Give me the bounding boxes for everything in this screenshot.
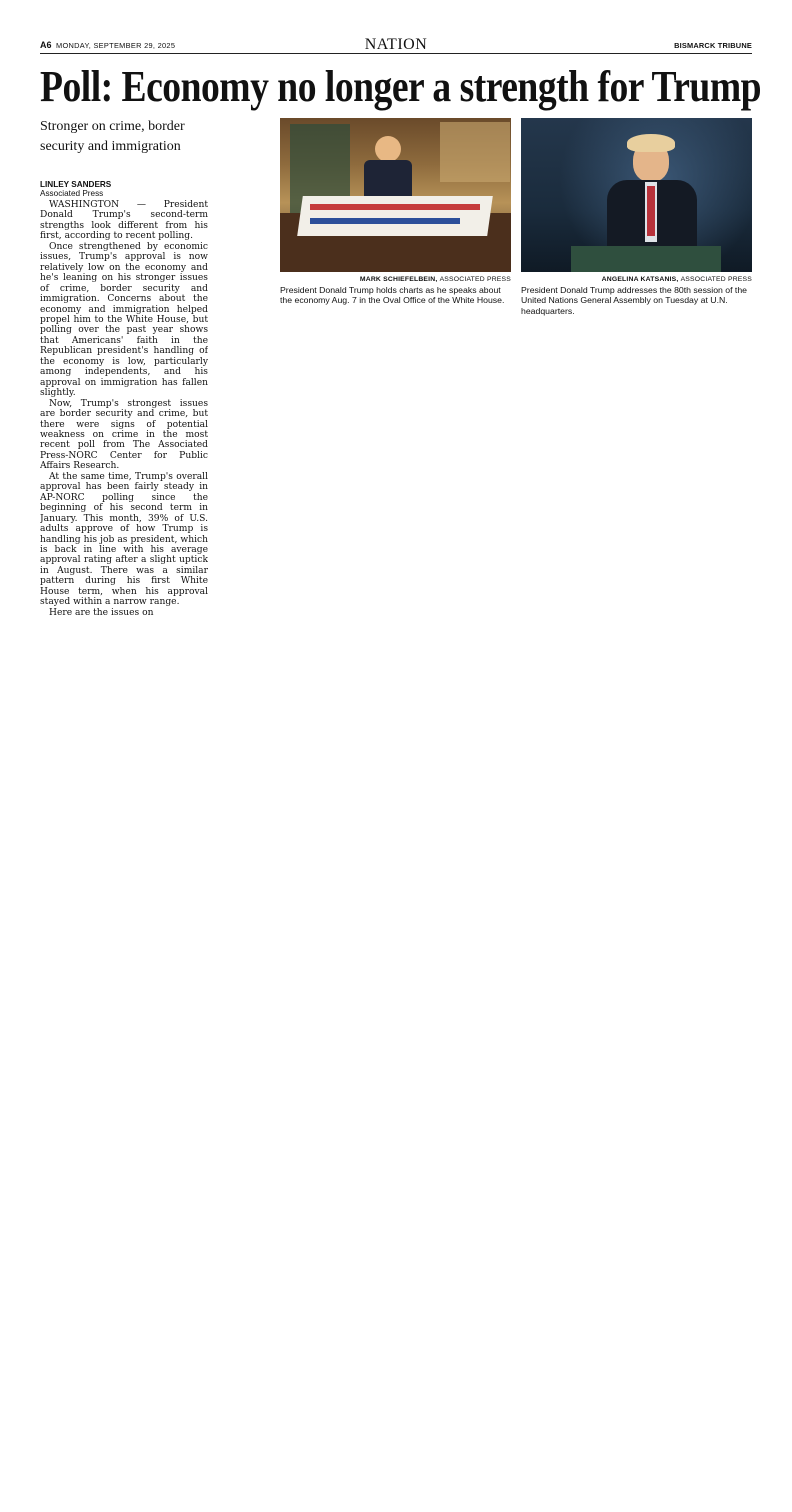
photo2-credit: ANGELINA KATSANIS, ASSOCIATED PRESS (601, 276, 752, 283)
folio-date: MONDAY, SEPTEMBER 29, 2025 (56, 41, 176, 50)
section-title: NATION (364, 36, 428, 53)
photo1-caption: President Donald Trump holds charts as he speaks about the economy Aug. 7 in the Oval Office of the White House. (280, 285, 505, 306)
photo-un-assembly (521, 118, 752, 272)
story1-byline: LINLEY SANDERS Associated Press (40, 180, 112, 199)
story1-column-1: WASHINGTON — President Donald Trump's second-term strengths look different from his first, according to recent polling. Once strengthened by economic issues, Trump's approval is now relatively low on the economy and he's leaning on his stronger issues of crime, border security and immigration. Concerns about the economy and immigration helped propel him to the White House, but polling over the past year shows that Americans' faith in the Republican president's handling of the economy is low, particularly among independents, and his approval on immigration has fallen slightly. Now, Trump's strongest issues are border security and crime, but there were signs of potential weakness on crime in the most recent poll from The Associated Press-NORC Center for Public Affairs Research. At the same time, Trump's overall approval has been fairly steady in AP-NORC polling since the beginning of his second term in January. This month, 39% of U.S. adults approve of how Trump is handling his job as president, which is back in line with his average approval rating after a slight uptick in August. There was a similar pattern during his first White House term, when his approval stayed within a narrow range. Here are the issues on (40, 200, 208, 618)
story1-headline: Poll: Economy no longer a strength for Trump (40, 61, 762, 111)
story1-column-2 (216, 118, 275, 732)
photo-oval-office (280, 118, 511, 272)
folio-page: A6 (40, 40, 52, 50)
folio-paper: BISMARCK TRIBUNE (674, 41, 752, 50)
header-rule (40, 53, 752, 54)
story1-dek: Stronger on crime, border security and immigration (40, 119, 185, 154)
photo1-credit: MARK SCHIEFELBEIN, ASSOCIATED PRESS (359, 276, 511, 283)
photo2-caption: President Donald Trump addresses the 80th session of the United Nations General Assembly on Tuesday at U.N. headquarters. (521, 285, 748, 316)
